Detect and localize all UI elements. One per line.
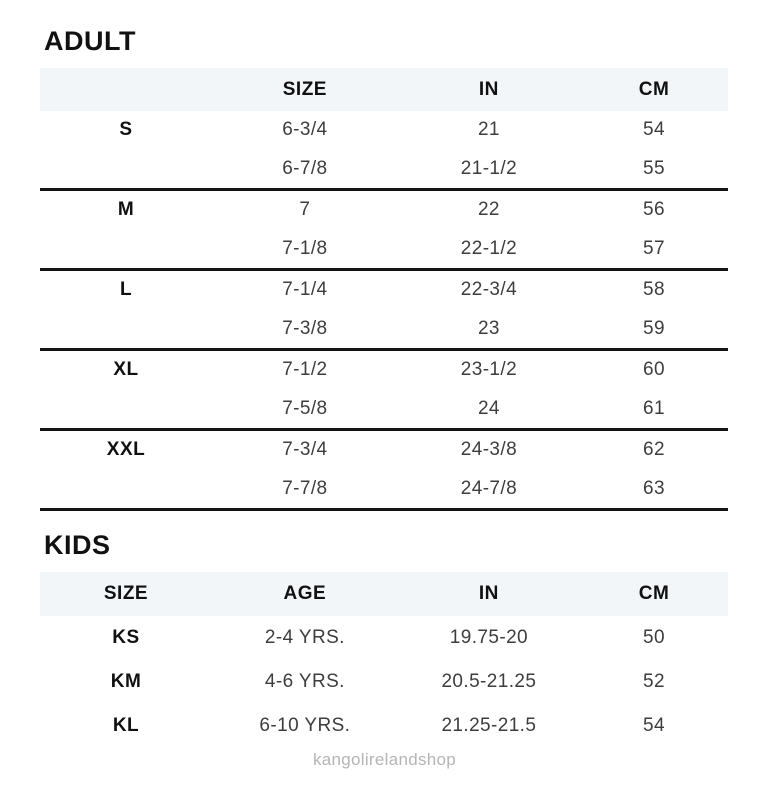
table-row [40,704,728,748]
cm-value: 59 [643,317,665,339]
kids-header-in: IN [478,583,499,604]
inches-value: 21-1/2 [460,157,518,179]
adult-size-group-m [40,191,728,271]
age-value: 4-6 YRS. [264,671,345,692]
kids-size-label: KM [110,671,142,692]
inches-value: 20.5-21.25 [441,671,537,692]
cm-value: 56 [643,199,665,221]
hat-size-value: 7 [299,199,311,221]
kids-size-label: KS [112,627,140,648]
inches-value: 21.25-21.5 [441,715,537,736]
inches-value: 22-1/2 [460,237,518,259]
adult-size-table [40,68,728,511]
adult-size-group-s [40,111,728,191]
hat-size-value: 7-1/4 [282,279,328,301]
cm-value: 50 [643,627,665,648]
cm-value: 61 [643,397,665,419]
kids-header-age: AGE [283,583,327,604]
kids-header-size: SIZE [103,583,149,604]
table-row [40,470,728,509]
adult-size-group-xl [40,351,728,431]
cm-value: 58 [643,279,665,301]
table-row [40,271,728,310]
inches-value: 19.75-20 [449,627,529,648]
table-row [40,310,728,349]
cm-value: 57 [643,237,665,259]
size-group-label: XL [113,359,139,381]
age-value: 2-4 YRS. [264,627,345,648]
cm-value: 55 [643,157,665,179]
inches-value: 23-1/2 [460,359,518,381]
kids-table-header-row [40,572,728,616]
adult-header-size: SIZE [282,78,327,100]
table-row [40,111,728,150]
kids-size-label: KL [112,715,140,736]
hat-size-value: 7-3/4 [282,439,328,461]
inches-value: 21 [477,119,500,141]
table-row [40,150,728,189]
cm-value: 52 [643,671,665,692]
table-row [40,616,728,660]
kids-header-cm: CM [638,583,670,604]
hat-size-value: 7-1/2 [282,359,328,381]
size-group-label: S [119,119,133,141]
inches-value: 23 [477,317,500,339]
cm-value: 63 [643,477,665,499]
table-row [40,191,728,230]
kids-size-table [40,572,728,748]
size-group-label: M [117,199,135,221]
table-row [40,351,728,390]
inches-value: 22 [477,199,500,221]
shop-watermark: kangolirelandshop [312,750,457,769]
table-row [40,230,728,269]
cm-value: 54 [643,119,665,141]
kids-section-title: KIDS [44,530,111,560]
size-chart-page [0,28,769,797]
adult-size-group-xxl [40,431,728,511]
cm-value: 60 [643,359,665,381]
hat-size-value: 6-3/4 [282,119,328,141]
size-group-label: L [119,279,133,301]
hat-size-value: 7-3/8 [282,317,328,339]
age-value: 6-10 YRS. [259,715,351,736]
hat-size-value: 7-1/8 [282,237,328,259]
hat-size-value: 7-5/8 [282,397,328,419]
hat-size-value: 6-7/8 [282,157,328,179]
adult-header-cm: CM [638,78,670,100]
cm-value: 62 [643,439,665,461]
table-row [40,660,728,704]
hat-size-value: 7-7/8 [282,477,328,499]
adult-header-in: IN [478,78,499,100]
inches-value: 24-7/8 [460,477,518,499]
table-row [40,431,728,470]
inches-value: 22-3/4 [460,279,518,301]
inches-value: 24 [477,397,500,419]
adult-size-group-l [40,271,728,351]
inches-value: 24-3/8 [460,439,518,461]
adult-section-title: ADULT [44,26,136,56]
adult-table-header-row [40,68,728,111]
cm-value: 54 [643,715,665,736]
size-group-label: XXL [106,439,146,461]
table-row [40,390,728,429]
